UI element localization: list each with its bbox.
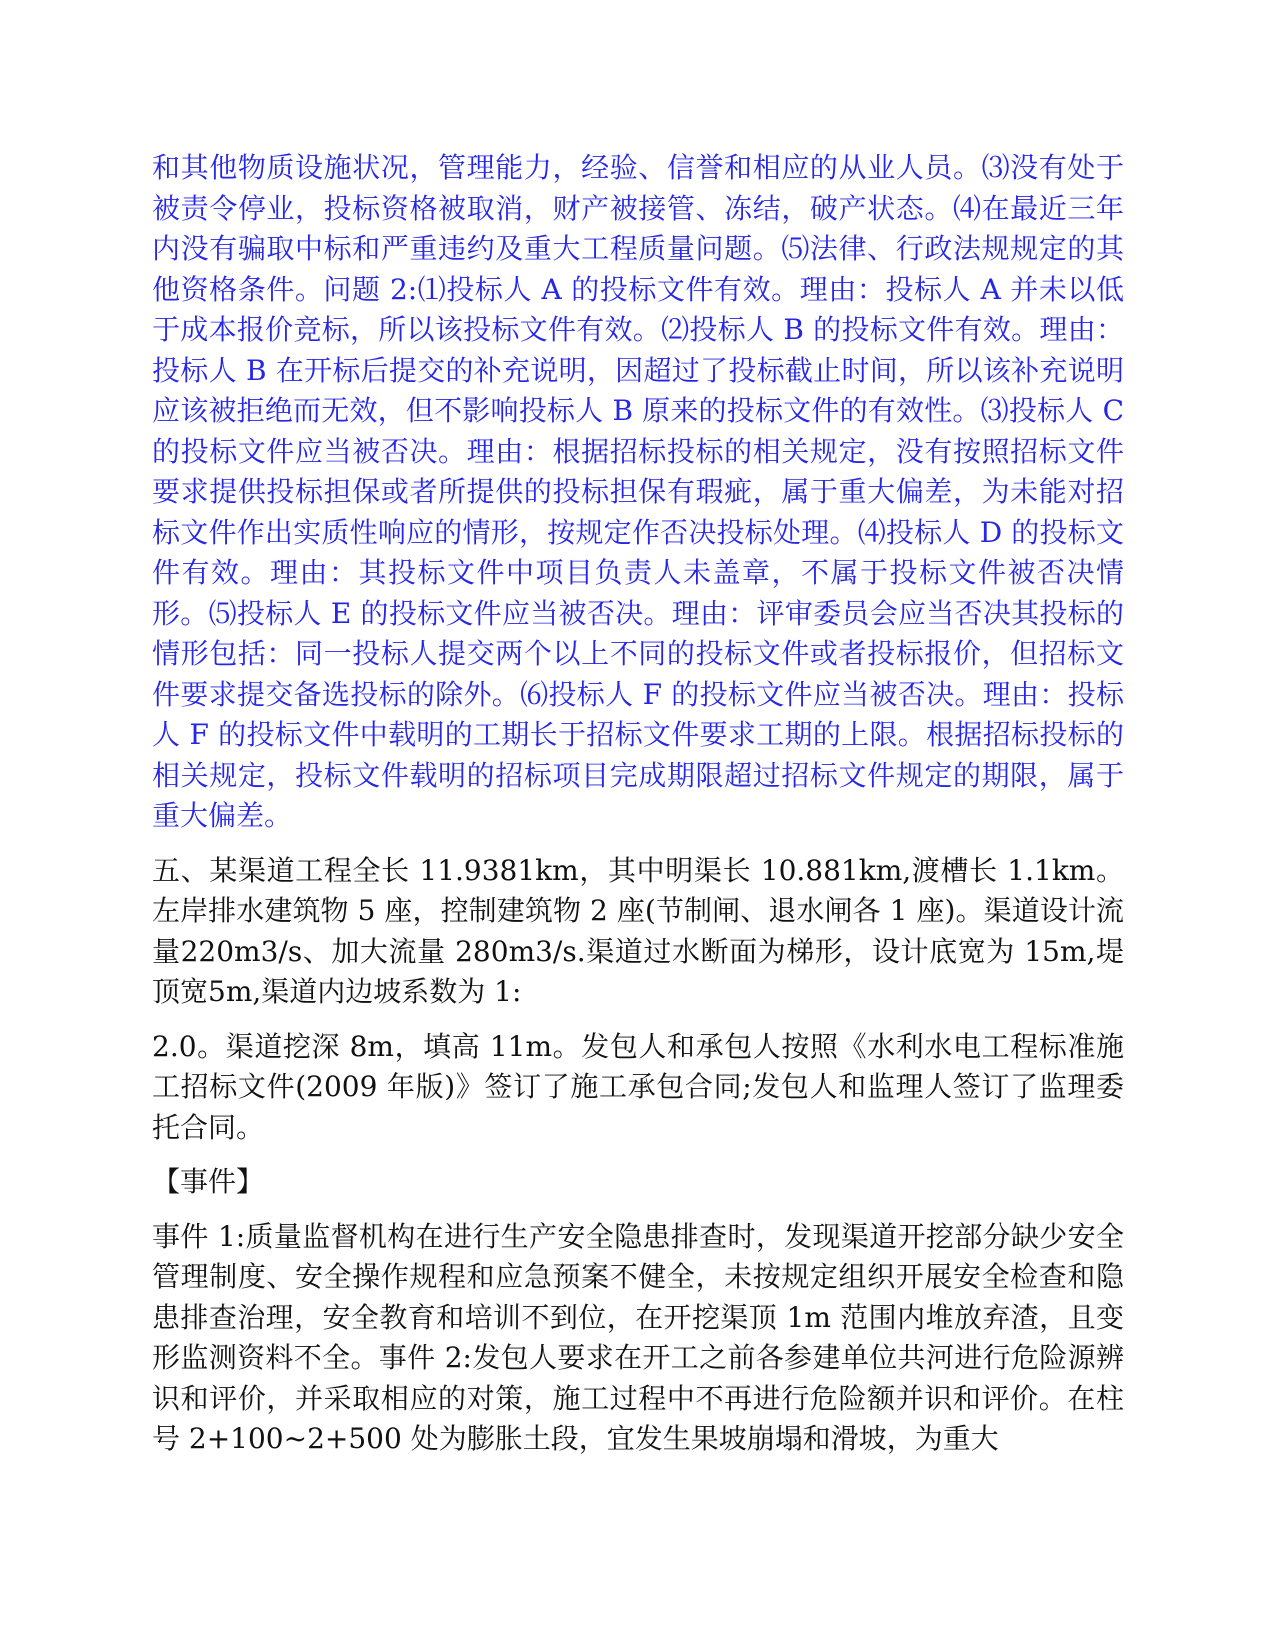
events-heading: 【事件】 (152, 1165, 265, 1198)
answer-paragraph: 和其他物质设施状况，管理能力，经验、信誉和相应的从业人员。⑶没有处于被责令停业，投标资格被取消，财产被接管、冻结，破产状态。⑷在最近三年内没有骗取中标和严重违约及重大工程质量问题。⑸法律、行政法规规定的其他资格条件。问题 2:⑴投标人 A 的投标文件有效。理由：投标人 A 并未以低于成本报价竞标，所以该投标文件有效。⑵投标人 B 的投标文件有效。理由：投标人 B 在开标后提交的补充说明，因超过了投标截止时间，所以该补充说明应该被拒绝而无效，但不影响投标人 B 原来的投标文件的有效性。⑶投标人 C 的投标文件应当被否决。理由：根据招标投标的相关规定，没有按照招标文件要求提供投标担保或者所提供的投标担保有瑕疵，属于重大偏差，为未能对招标文件作出实质性响应的情形，按规定作否决投标处理。⑷投标人 D 的投标文件有效。理由：其投标文件中项目负责人未盖章，不属于投标文件被否决情形。⑸投标人 E 的投标文件应当被否决。理由：评审委员会应当否决其投标的情形包括：同一投标人提交两个以上不同的投标文件或者投标报价，但招标文件要求提交备选投标的除外。⑹投标人 F 的投标文件应当被否决。理由：投标人 F 的投标文件中载明的工期长于招标文件要求工期的上限。根据招标投标的相关规定，投标文件载明的招标项目完成期限超过招标文件规定的期限，属于重大偏差。 (152, 151, 1124, 832)
document-body (152, 148, 1124, 1460)
events-paragraph: 事件 1:质量监督机构在进行生产安全隐患排查时，发现渠道开挖部分缺少安全管理制度、安全操作规程和应急预案不健全，未按规定组织开展安全检查和隐患排查治理，安全教育和培训不到位，在开挖渠顶 1m 范围内堆放弃渣，且变形监测资料不全。事件 2:发包人要求在开工之前各参建单位共河进行危险源辨识和评价，并采取相应的对策，施工过程中不再进行危险额并识和评价。在柱号 2+100~2+500 处为膨胀土段，宜发生果坡崩塌和滑坡，为重大 (152, 1219, 1124, 1455)
question5-intro-paragraph: 五、某渠道工程全长 11.9381km，其中明渠长 10.881km,渡槽长 1.1km。左岸排水建筑物 5 座，控制建筑物 2 座(节制闸、退水闸各 1 座)。渠道设计流量220m3/s、加大流量 280m3/s.渠道过水断面为梯形，设计底宽为 15m,堤顶宽5m,渠道内边坡系数为 1: (152, 853, 1124, 1008)
question5-continuation-paragraph: 2.0。渠道挖深 8m，填高 11m。发包人和承包人按照《水利水电工程标准施工招标文件(2009 年版)》签订了施工承包合同;发包人和监理人签订了监理委托合同。 (152, 1029, 1124, 1144)
